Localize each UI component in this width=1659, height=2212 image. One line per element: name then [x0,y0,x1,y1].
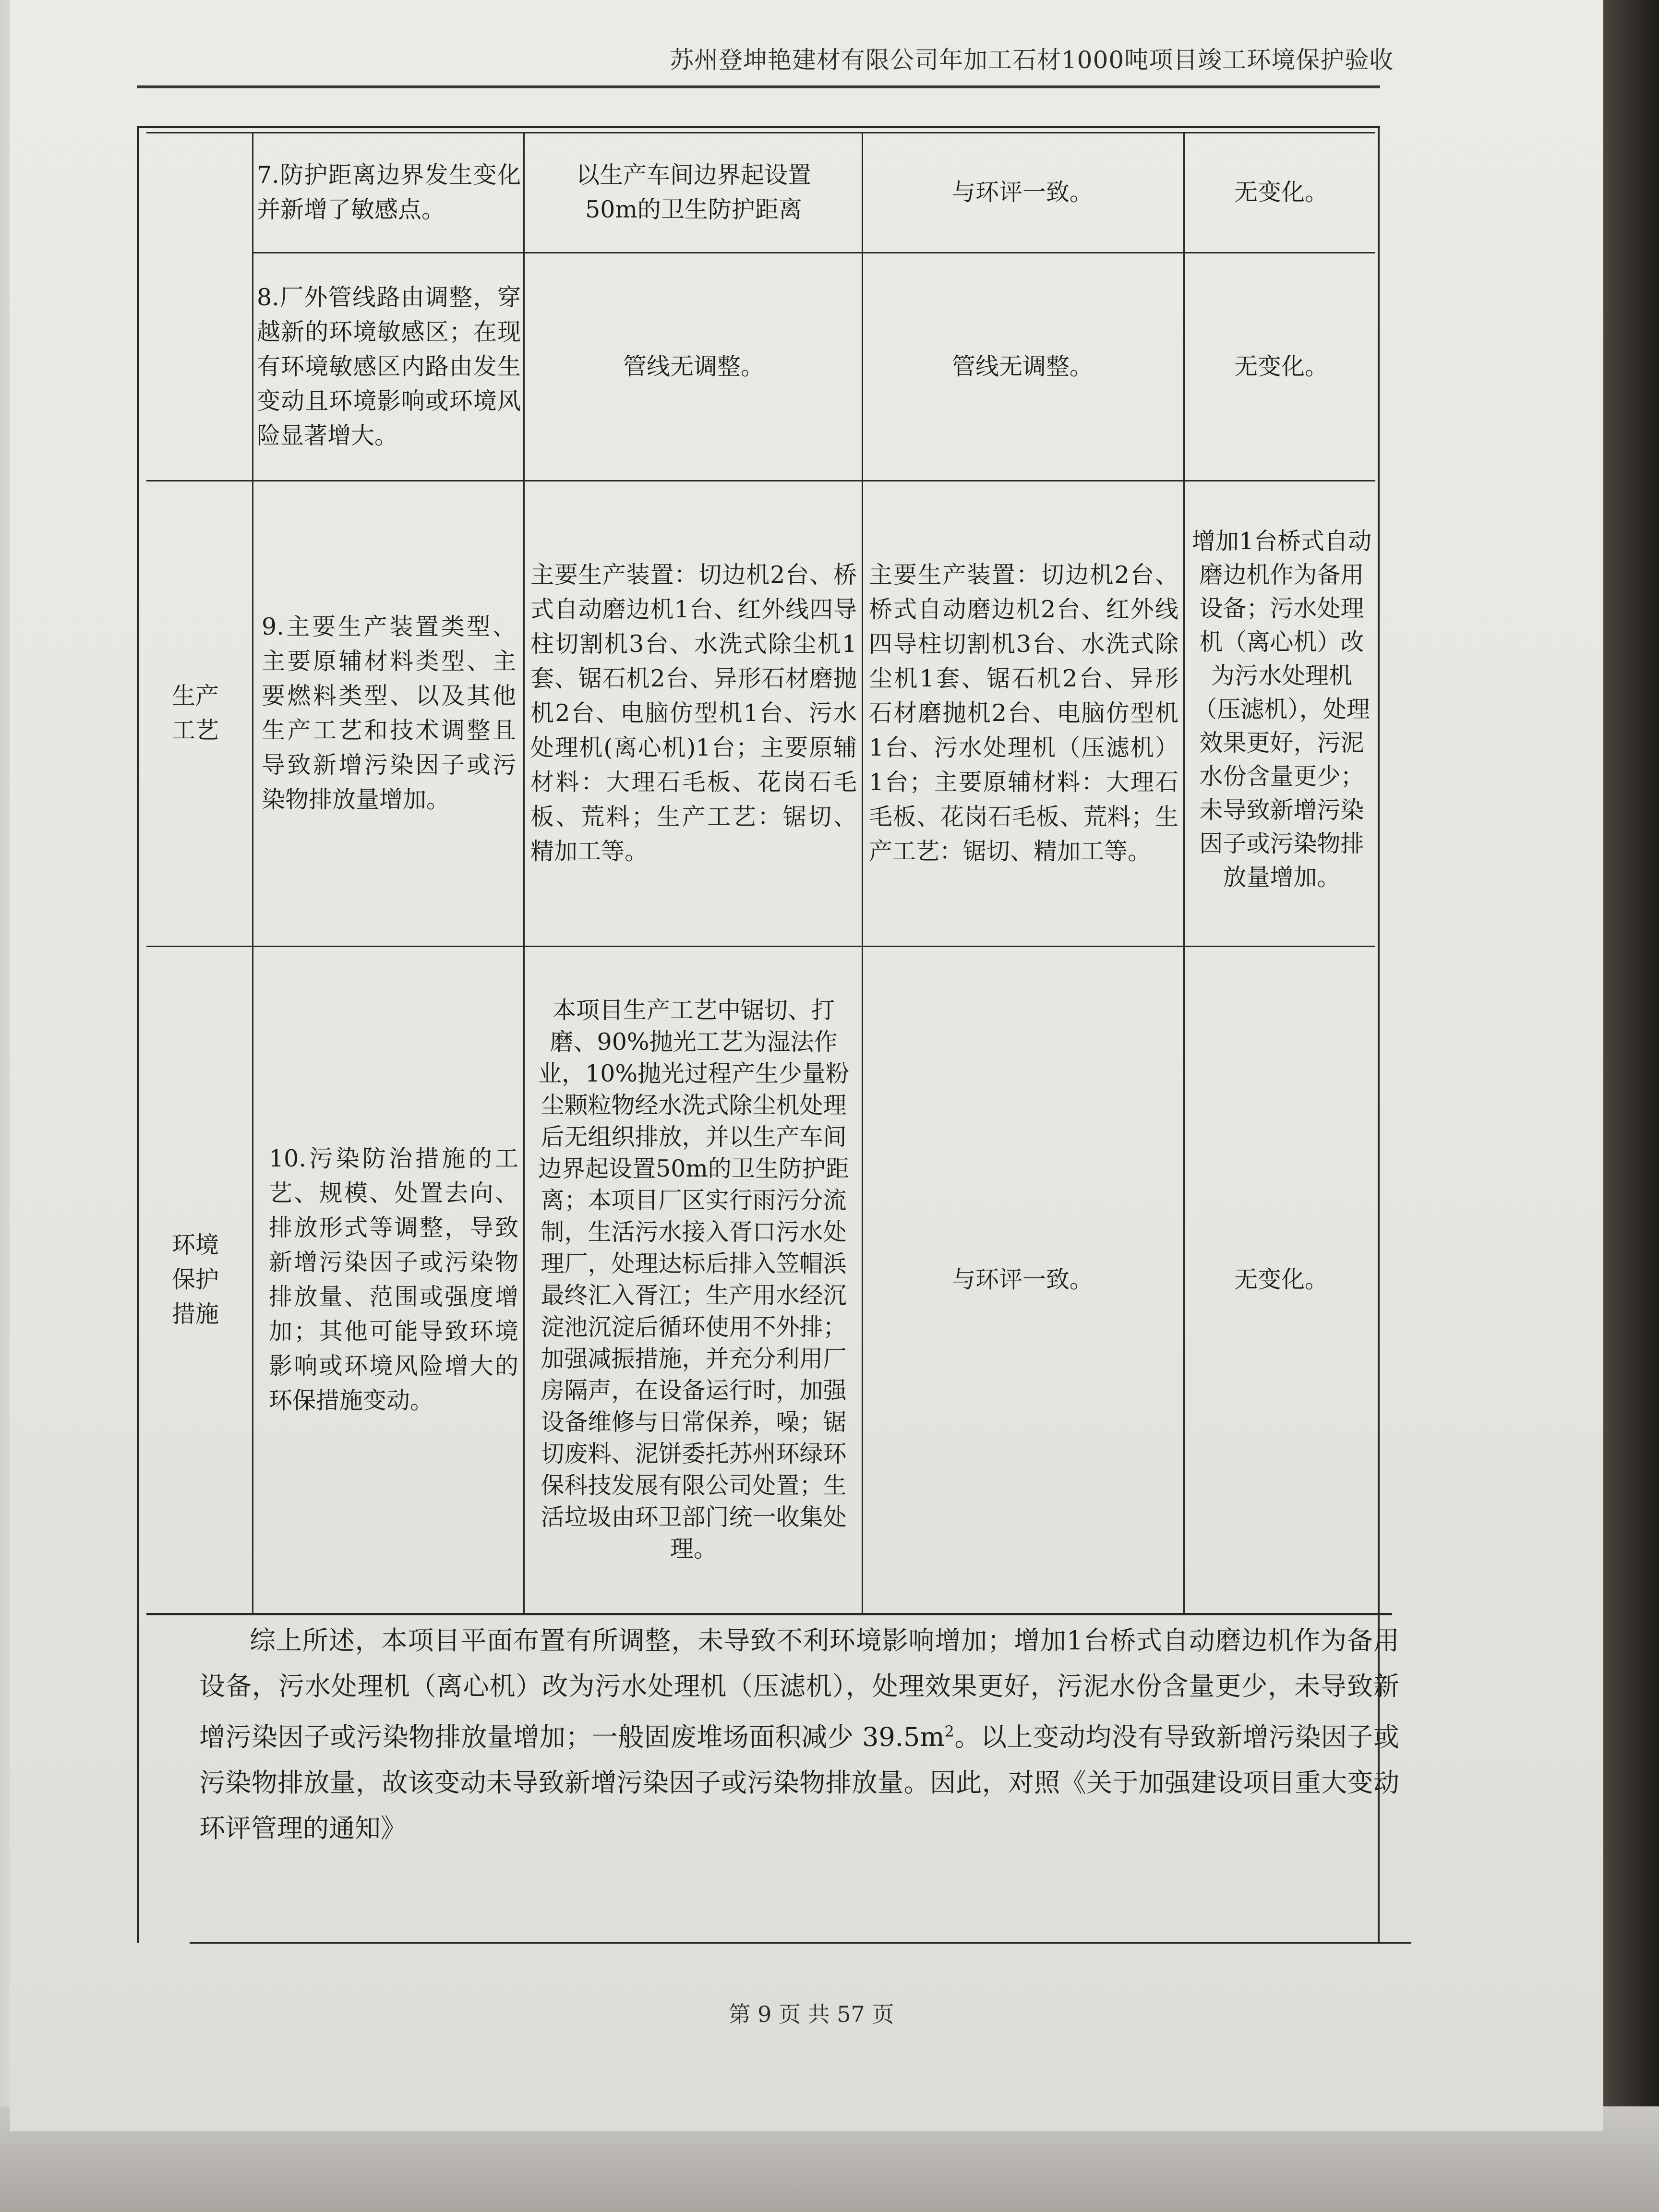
table-top-border [137,126,1380,128]
row7-actual: 与环评一致。 [951,179,1093,206]
col1-divider [252,132,253,1614]
row10-category: 环境保护措施 [171,1231,219,1328]
row8-item-cell [257,254,521,479]
table-top-inner-border [146,132,1375,133]
header-rule [137,85,1380,88]
page-footer: 第 9 页 共 57 页 [728,2001,894,2027]
row9-category-cell [140,482,251,944]
summary-text-b: 。以上变动均没有导致新增污染因子或污染物排放量，故该变动未导致新增污染因子或污染物排放量。因此，对照《关于加强建设项目重大变动环评管理的通知》 [199,1722,1399,1843]
row8-change: 无变化。 [1234,353,1328,380]
row9-actual-cell [869,482,1178,944]
row10-bottom-line [146,1613,1392,1615]
row8-item: 8.厂外管线路由调整，穿越新的环境敏感区；在现有环境敏感区内路由发生变动且环境影响或环境风险显著增大。 [257,284,521,449]
row7-item-cell [257,134,521,251]
row9-eia: 主要生产装置：切边机2台、桥式自动磨边机1台、红外线四导柱切割机3台、水洗式除尘机1套、锯石机2台、异形石材磨抛机2台、电脑仿型机1台、污水处理机(离心机)1台；主要原辅材料：大理石毛板、花岗石毛板、荒料；生产工艺：锯切、精加工等。 [530,561,857,865]
summary-paragraph [199,1618,1399,1851]
row10-category-cell [140,948,251,1611]
row10-eia: 本项目生产工艺中锯切、打磨、90%抛光工艺为湿法作业，10%抛光过程产生少量粉尘颗粒物经水洗式除尘机处理后无组织排放，并以生产车间边界起设置50m的卫生防护距离；本项目厂区实行雨污分流制，生活污水接入胥口污水处理厂，处理达标后排入笠帽浜最终汇入胥江；生产用水经沉淀池沉淀后循环使用不外排；加强减振措施，并充分利用厂房隔声，在设备运行时，加强设备维修与日常保养，噪；锯切废料、泥饼委托苏州环绿环保科技发展有限公司处置；生活垃圾由环卫部门统一收集处理。 [538,997,849,1563]
row7-eia: 以生产车间边界起设置50m的卫生防护距离 [576,161,811,223]
col4-divider [1183,132,1185,1614]
summary-text-a: 综上所述，本项目平面布置有所调整，未导致不利环境影响增加；增加1台桥式自动磨边机作为备用设备，污水处理机（离心机）改为污水处理机（压滤机），处理效果更好，污泥水份含量更少，未导致新增污染因子或污染物排放量增加；一般固废堆场面积减少 39.5m [199,1625,1399,1752]
row7-bottom-line [252,252,1375,253]
row7-item: 7.防护距离边界发生变化并新增了敏感点。 [257,161,521,223]
row8-eia-cell [528,254,859,479]
table-left-border [137,126,139,1943]
row7-actual-cell [864,134,1181,251]
row9-category: 生产工艺 [171,682,219,744]
row10-change: 无变化。 [1234,1266,1328,1293]
row9-item: 9.主要生产装置类型、主要原辅材料类型、主要燃料类型、以及其他生产工艺和技术调整且导致新增污染因子或污染物排放量增加。 [262,613,516,813]
summary-superscript: 2 [944,1722,954,1741]
row10-item-cell [269,948,518,1611]
row10-item: 10.污染防治措施的工艺、规模、处置去向、排放形式等调整，导致新增污染因子或污染物排放量、范围或强度增加；其他可能导致环境影响或环境风险增大的环保措施变动。 [269,1145,518,1414]
row10-actual: 与环评一致。 [951,1266,1093,1293]
document-page [10,0,1603,2131]
summary-bottom-line [190,1942,1411,1944]
row7-change-cell [1186,134,1377,251]
row10-eia-cell [530,948,857,1611]
row8-actual-cell [864,254,1181,479]
row9-item-cell [262,482,516,944]
row7-eia-cell [528,134,859,251]
row9-eia-cell [530,482,857,944]
row10-change-cell [1186,948,1377,1611]
row10-actual-cell [864,948,1181,1611]
row9-change-cell [1188,473,1375,946]
row8-actual: 管线无调整。 [951,353,1093,380]
row9-change: 增加1台桥式自动磨边机作为备用设备；污水处理机（离心机）改为污水处理机（压滤机），处理效果更好，污泥水份含量更少；未导致新增污染因子或污染物排放量增加。 [1191,527,1372,891]
row8-change-cell [1186,254,1377,479]
page-header: 苏州登坤艳建材有限公司年加工石材1000吨项目竣工环境保护验收 [670,46,1394,74]
row9-actual: 主要生产装置：切边机2台、桥式自动磨边机2台、红外线四导柱切割机3台、水洗式除尘机1套、锯石机2台、异形石材磨抛机2台、电脑仿型机1台、污水处理机（压滤机）1台；主要原辅材料：大理石毛板、花岗石毛板、荒料；生产工艺：锯切、精加工等。 [869,561,1178,865]
row7-change: 无变化。 [1234,179,1328,206]
row8-eia: 管线无调整。 [623,353,764,380]
row9-bottom-line [146,946,1375,947]
col3-divider [862,132,863,1614]
col2-divider [523,132,525,1614]
